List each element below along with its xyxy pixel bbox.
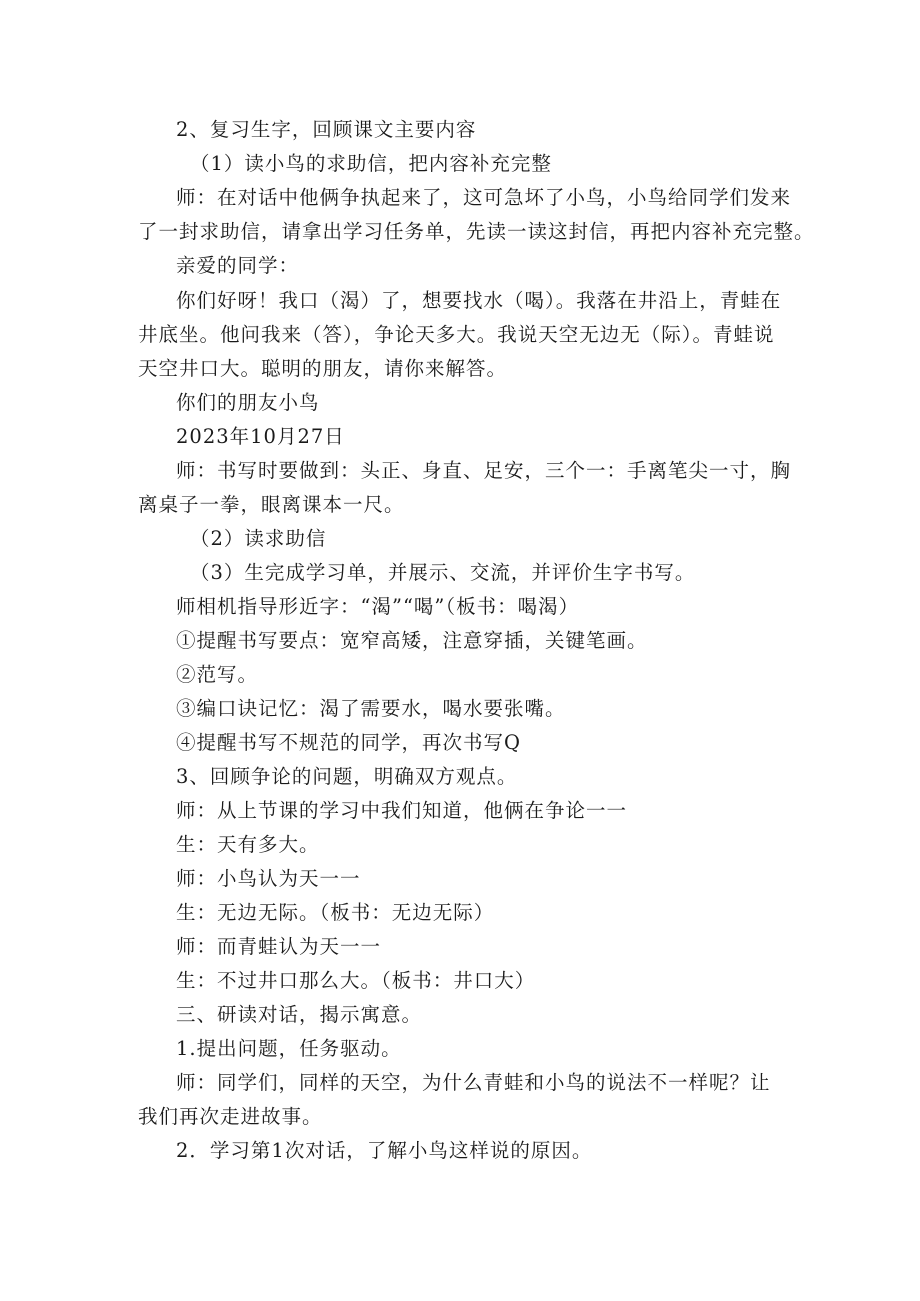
paragraph-line: 我们再次走进故事。 bbox=[138, 1105, 323, 1128]
subsection-heading: （3）生完成学习单，并展示、交流，并评价生字书写。 bbox=[190, 561, 696, 584]
subsection-heading: 1.提出问题，任务驱动。 bbox=[176, 1037, 402, 1060]
paragraph-line: 离桌子一拳，眼离课本一尺。 bbox=[138, 493, 405, 516]
letter-body-line: 井底坐。他问我来（答），争论天多大。我说天空无边无（际）。青蛙说 bbox=[138, 323, 775, 346]
subsection-heading: 2．学习第1次对话，了解小鸟这样说的原因。 bbox=[176, 1139, 593, 1162]
dialogue-line: 生：无边无际。（板书：无边无际） bbox=[176, 901, 495, 924]
letter-signature: 你们的朋友小鸟 bbox=[176, 391, 320, 414]
paragraph-line: 师：同学们，同样的天空，为什么青蛙和小鸟的说法不一样呢？让 bbox=[176, 1071, 771, 1094]
paragraph-line: 师：在对话中他俩争执起来了，这可急坏了小鸟，小鸟给同学们发来 bbox=[176, 186, 792, 209]
dialogue-line: 师：而青蛙认为天一一 bbox=[176, 935, 382, 958]
list-item: ①提醒书写要点：宽窄高矮，注意穿插，关键笔画。 bbox=[176, 629, 648, 652]
paragraph-line: 了一封求助信，请拿出学习任务单，先读一读这封信，再把内容补充完整。 bbox=[138, 220, 815, 243]
dialogue-line: 生：天有多大。 bbox=[176, 833, 320, 856]
section-heading: 3、回顾争论的问题，明确双方观点。 bbox=[176, 765, 518, 788]
paragraph-line: 师相机指导形近字：“渴”“喝”（板书：喝渴） bbox=[176, 595, 580, 618]
subsection-heading: （2）读求助信 bbox=[190, 527, 327, 550]
letter-greeting: 亲爱的同学： bbox=[176, 254, 300, 277]
section-heading: 三、研读对话，揭示寓意。 bbox=[176, 1003, 423, 1026]
subsection-heading: （1）读小鸟的求助信，把内容补充完整 bbox=[190, 152, 552, 175]
list-item: ④提醒书写不规范的同学，再次书写Q bbox=[176, 731, 521, 754]
letter-body-line: 你们好呀！我口（渴）了，想要找水（喝）。我落在井沿上，青蛙在 bbox=[176, 289, 782, 312]
dialogue-line: 师：小鸟认为天一一 bbox=[176, 867, 361, 890]
list-item: ③编口诀记忆：渴了需要水，喝水要张嘴。 bbox=[176, 697, 566, 720]
dialogue-line: 生：不过井口那么大。（板书：井口大） bbox=[176, 969, 536, 992]
paragraph-line: 师：书写时要做到：头正、身直、足安，三个一：手离笔尖一寸，胸 bbox=[176, 459, 792, 482]
dialogue-line: 师：从上节课的学习中我们知道，他俩在争论一一 bbox=[176, 799, 628, 822]
list-item: ②范写。 bbox=[176, 663, 259, 686]
letter-date: 2023年10月27日 bbox=[176, 425, 345, 448]
letter-body-line: 天空井口大。聪明的朋友，请你来解答。 bbox=[138, 357, 508, 380]
section-heading: 2、复习生字，回顾课文主要内容 bbox=[176, 118, 477, 141]
